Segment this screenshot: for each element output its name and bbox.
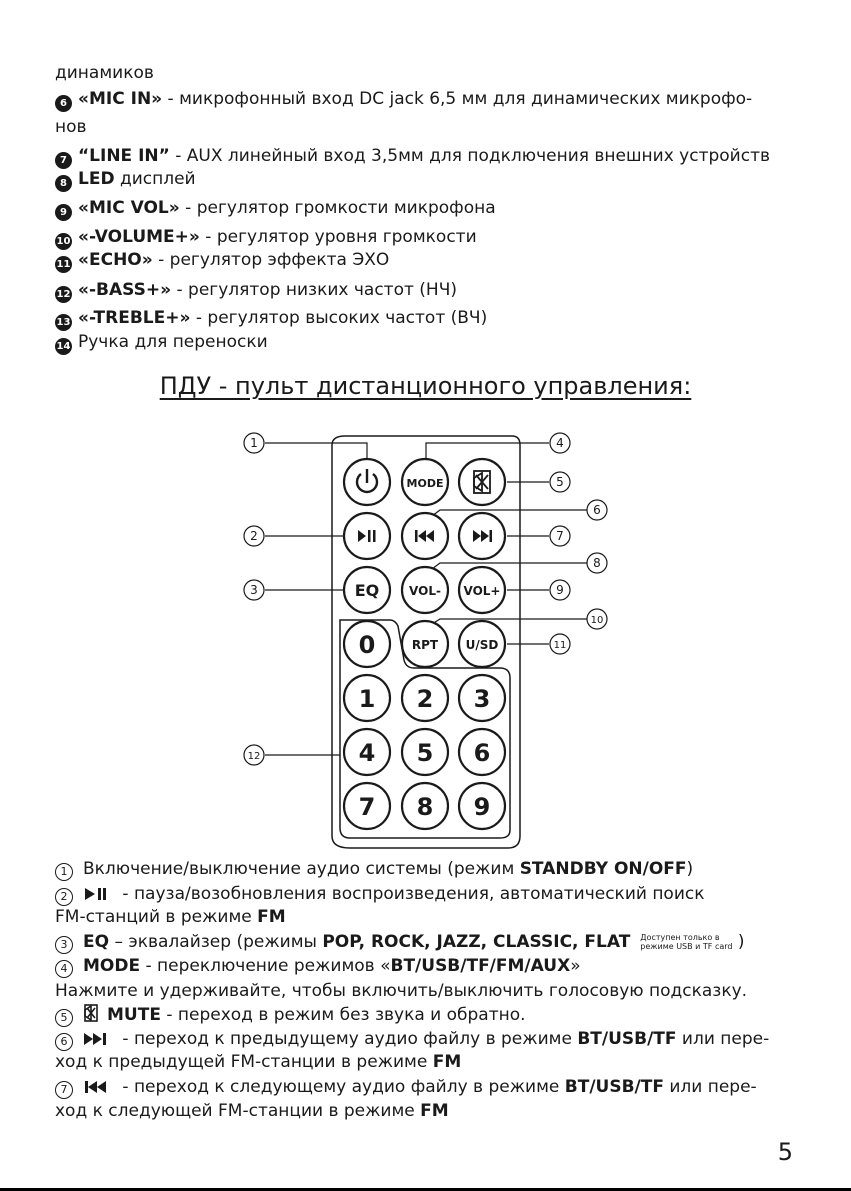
note-line: Доступен только в	[640, 933, 720, 942]
item-title: “LINE IN”	[78, 146, 170, 166]
desc-text: FM-станций в режиме	[55, 907, 258, 927]
desc-text: )	[732, 932, 745, 952]
digit-1-label: 1	[358, 685, 376, 713]
item-text: - регулятор эффекта ЭХО	[152, 250, 390, 270]
mode-label: MODE	[406, 477, 444, 490]
number-badge: 10	[55, 233, 72, 250]
desc-bold: FM	[420, 1101, 449, 1121]
number-badge: 9	[55, 204, 72, 221]
number-badge: 7	[55, 152, 72, 169]
item-text: - регулятор низких частот (НЧ)	[171, 280, 457, 300]
digit-7-label: 7	[358, 793, 376, 821]
desc-prev	[55, 1076, 757, 1099]
text-line: динамиков	[55, 63, 154, 83]
number-circle: 6	[55, 1033, 73, 1051]
desc-next-cont	[55, 1051, 461, 1073]
desc-bold: BT/USB/TF	[564, 1077, 664, 1097]
item-text: дисплей	[114, 169, 196, 189]
number-circle: 5	[55, 1009, 73, 1027]
callout-2: 2	[250, 529, 258, 543]
digit-3-label: 3	[473, 685, 491, 713]
text-line: нов	[55, 117, 87, 137]
callout-8: 8	[593, 556, 601, 570]
desc-power	[55, 858, 693, 881]
desc-bold: BT/USB/TF/FM/AUX	[390, 956, 571, 976]
desc-next	[55, 1028, 769, 1051]
number-badge: 13	[55, 314, 72, 331]
callout-12: 12	[247, 751, 261, 762]
desc-text: Включение/выключение аудио системы (режим	[83, 859, 520, 879]
next-icon	[83, 1032, 109, 1046]
desc-eq	[55, 931, 745, 954]
number-circle: 4	[55, 960, 73, 978]
callout-3: 3	[250, 583, 258, 597]
item-text: Ручка для переноски	[78, 332, 268, 352]
item-title: «-BASS+»	[78, 280, 172, 300]
section-title: ПДУ - пульт дистанционного управления:	[159, 372, 692, 400]
desc-title: MODE	[83, 956, 141, 976]
item-title: «-TREBLE+»	[78, 308, 191, 328]
item-title: «MIC VOL»	[78, 198, 180, 218]
number-badge: 8	[55, 175, 72, 192]
desc-bold: STANDBY ON/OFF	[519, 859, 687, 879]
item-title: «MIC IN»	[78, 89, 163, 109]
number-badge: 12	[55, 286, 72, 303]
desc-text: ход к предыдущей FM-станции в режиме	[55, 1052, 433, 1072]
callout-9: 9	[556, 583, 564, 597]
desc-text: »	[570, 956, 581, 976]
number-circle: 1	[55, 863, 73, 881]
desc-bold: BT/USB/TF	[577, 1029, 677, 1049]
item-text: - регулятор высоких частот (ВЧ)	[190, 308, 488, 328]
leader-4	[426, 443, 549, 459]
desc-bold: POP, ROCK, JAZZ, CLASSIC, FLAT	[322, 932, 631, 952]
note-line: режиме USB и TF card	[640, 942, 733, 951]
desc-mode-cont: Нажмите и удерживайте, чтобы включить/выключить голосовую подсказку.	[55, 981, 748, 1001]
desc-note	[640, 933, 732, 951]
number-circle: 2	[55, 888, 73, 906]
desc-title: EQ	[83, 932, 110, 952]
item-title: LED	[78, 169, 115, 189]
desc-play-pause	[55, 883, 705, 906]
number-badge: 14	[55, 338, 72, 355]
item-text: - регулятор уровня громкости	[199, 227, 477, 247]
desc-text: или пере-	[676, 1029, 770, 1049]
vol-plus-label: VOL+	[463, 584, 501, 598]
callout-10: 10	[590, 615, 604, 626]
play-pause-icon	[83, 887, 109, 901]
callout-5: 5	[556, 475, 564, 489]
desc-text: - переключение режимов «	[140, 956, 391, 976]
digit-8-label: 8	[416, 793, 434, 821]
prev-icon	[83, 1080, 109, 1094]
vol-minus-label: VOL-	[409, 584, 441, 598]
desc-mode	[55, 955, 581, 978]
leader-1	[265, 443, 367, 458]
page-number: 5	[777, 1138, 793, 1166]
digit-2-label: 2	[416, 685, 434, 713]
desc-text: - переход к предыдущему аудио файлу в режиме	[117, 1029, 578, 1049]
digit-6-label: 6	[473, 739, 491, 767]
desc-text: или пере-	[663, 1077, 757, 1097]
desc-text: )	[686, 859, 694, 879]
callout-6: 6	[593, 503, 601, 517]
callout-7: 7	[556, 529, 564, 543]
leader-6	[432, 510, 587, 516]
desc-text: - переход в режим без звука и обратно.	[160, 1005, 526, 1025]
leader-10	[432, 619, 587, 624]
desc-text: – эквалайзер (режимы	[109, 932, 323, 952]
desc-mute	[55, 1004, 526, 1027]
play-pause-button[interactable]	[344, 513, 390, 559]
digit-4-label: 4	[358, 739, 376, 767]
item-text: - AUX линейный вход 3,5мм для подключения внешних устройств	[169, 146, 770, 166]
eq-label: EQ	[354, 581, 380, 600]
number-badge: 6	[55, 95, 72, 112]
item-text: - микрофонный вход DC jack 6,5 мм для динамических микрофо-	[162, 89, 753, 109]
digit-5-label: 5	[416, 739, 434, 767]
digit-9-label: 9	[473, 793, 491, 821]
item-text: - регулятор громкости микрофона	[179, 198, 496, 218]
number-circle: 7	[55, 1081, 73, 1099]
desc-play-pause-cont	[55, 906, 286, 928]
desc-text: - пауза/возобновления воспроизведения, автоматический поиск	[117, 884, 705, 904]
mute-icon	[83, 1004, 99, 1022]
desc-title: MUTE	[107, 1005, 161, 1025]
callout-11: 11	[553, 640, 567, 651]
callout-1: 1	[250, 436, 258, 450]
number-badge: 11	[55, 256, 72, 273]
desc-prev-cont	[55, 1100, 449, 1122]
digit-0-label: 0	[358, 631, 376, 659]
desc-bold: FM	[257, 907, 286, 927]
item-title: «ECHO»	[78, 250, 153, 270]
leader-8	[432, 563, 587, 569]
desc-text: ход к следующей FM-станции в режиме	[55, 1101, 421, 1121]
usd-label: U/SD	[465, 638, 499, 652]
desc-bold: FM	[432, 1052, 462, 1072]
number-circle: 3	[55, 936, 73, 954]
item-title: «-VOLUME+»	[78, 227, 200, 247]
callout-4: 4	[556, 436, 564, 450]
desc-text: - переход к следующему аудио файлу в режиме	[117, 1077, 565, 1097]
rpt-label: RPT	[411, 638, 439, 652]
